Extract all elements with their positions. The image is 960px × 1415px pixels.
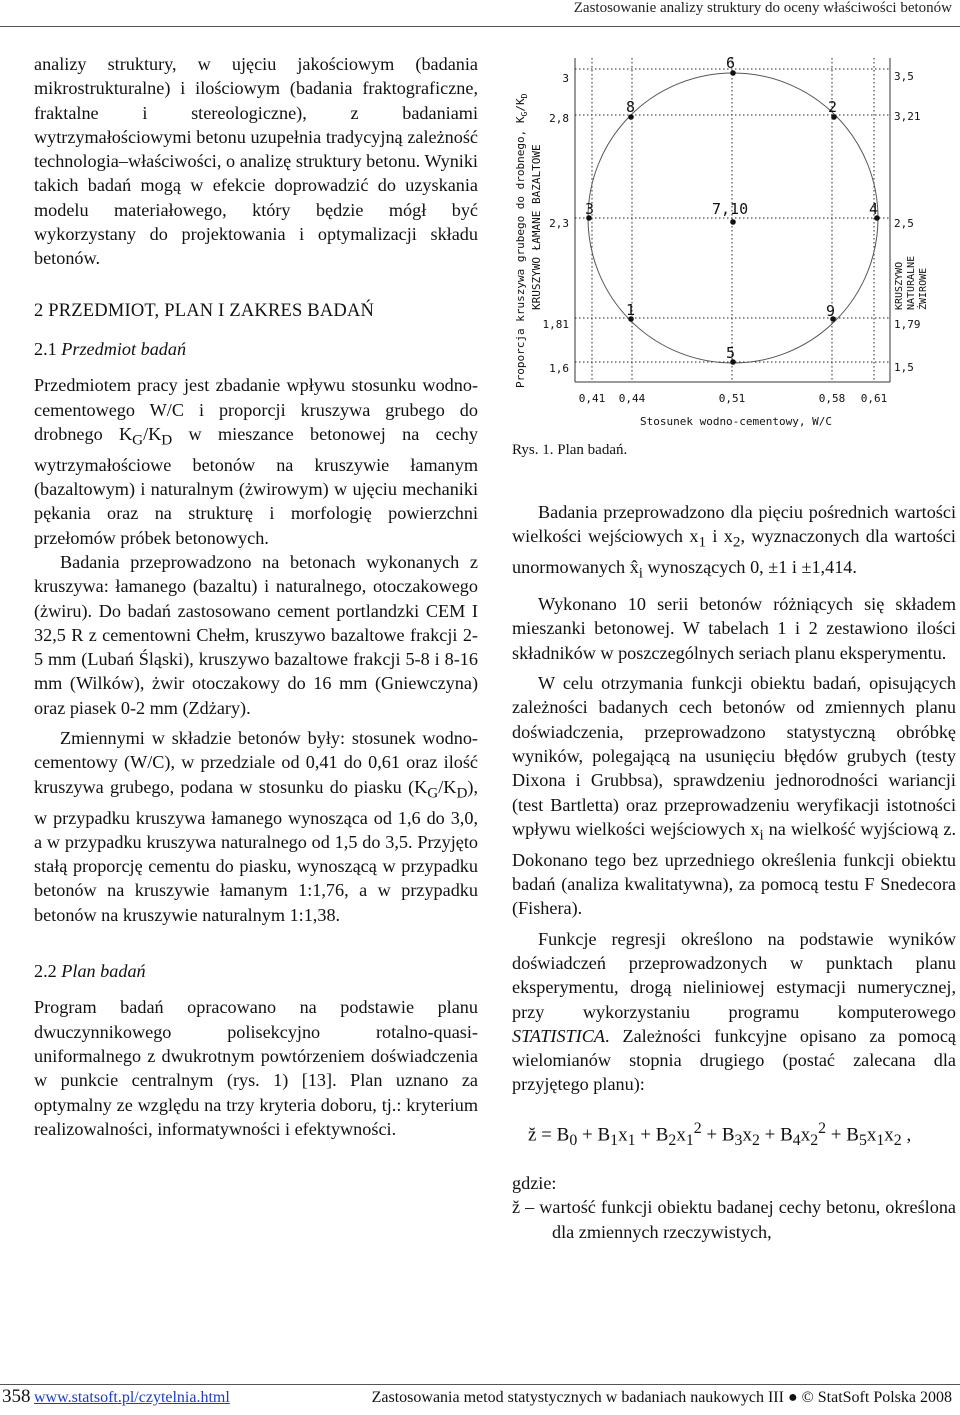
paragraph-subject: Przedmiotem pracy jest zbadanie wpływu stosunku wodno-cementowego W/C i proporcji kruszywa grubego do drobnego $K_G/K_D$ w mieszance betonowej na cechy wytrzymałościowe betonów na kruszywie łamanym (bazaltowym) i naturalnym (żwirowym) w ujęciu mechaniki pękania oraz na strukturę i morfologię powierzchni przełomów próbek betonowych. — [34, 375, 478, 548]
paragraph-variables: Zmiennymi w składzie betonów były: stosunek wodno-cementowy (W/C), w przedziale od 0,41 do 0,61 oraz ilość kruszywa grubego, podana w stosunku do piasku $(K_G/K_D)$, w przypadku kruszywa łamanego wynosząca od 1,6 do 3,0, a w przypadku kruszywa naturalnego od 1,5 do 3,5. Przyjęto stałą proporcję cementu do piasku, wynoszącą w przypadku betonów na kruszywie łamanym 1:1,76, a w przypadku betonów na kruszywie naturalnym 1:1,38. — [34, 728, 478, 925]
svg-text:2,8: 2,8 — [549, 112, 569, 125]
svg-text:2,5: 2,5 — [894, 217, 914, 230]
figure-experiment-plan — [512, 50, 958, 440]
paragraph-materials: Badania przeprowadzono na betonach wykonanych z kruszywa: łamanego (bazaltu) i naturalnego, otoczakowego (żwiru). Do badań zastosowano cement portlandzki CEM I 32,5 R z cementowni Chełm, kruszywo bazaltowe frakcji 2-5 mm (Lubań Śląski), kruszywo bazaltowe frakcji 5-8 i 8-16 mm (Wilków), żwir otoczakowy do 16 mm (Gniewczyna) oraz piasek 0-2 mm (Zdżary). — [34, 551, 478, 718]
svg-text:3: 3 — [585, 200, 595, 218]
page-number: 358 — [2, 1386, 31, 1407]
svg-text:5: 5 — [726, 344, 736, 362]
header-rule — [0, 26, 960, 27]
subsection-title: Przedmiot badań — [61, 338, 187, 359]
footer-link[interactable]: www.statsoft.pl/czytelnia.html — [34, 1389, 230, 1406]
svg-text:1: 1 — [626, 301, 636, 319]
svg-text:9: 9 — [826, 302, 836, 320]
footer-rule — [0, 1384, 960, 1385]
left-column — [34, 52, 478, 1141]
left-tick-labels — [543, 72, 570, 375]
paragraph-regression: Funkcje regresji określono na podstawie wyników doświadczeń przeprowadzonych w punktach planu eksperymentu, drogą nieliniowej estymacji numerycznej, przy wykorzystaniu programu komputerowego STATISTICA. Zależności funkcyjne opisano za pomocą wielomianów stopnia drugiego (postać zalecana dla przyjętego planu): — [512, 928, 956, 1095]
svg-text:0,44: 0,44 — [618, 392, 646, 405]
subsection-heading-2-2 — [34, 959, 478, 983]
svg-text:3,5: 3,5 — [894, 70, 914, 83]
subsection-title: Plan badań — [61, 961, 146, 982]
y-axis-title: Proporcja kruszywa grubego do drobnego, $K_G/K_D$ — [514, 93, 529, 388]
subsection-number: 2.1 — [34, 338, 57, 359]
svg-text:4: 4 — [869, 200, 879, 218]
paragraph-intro-continued: analizy struktury, w ujęciu jakościowym (badania mikrostrukturalne) i ilościowym (badania fraktograficzne, fraktalne i stereologiczne), z badaniami wytrzymałościowymi betonu uzupełnia tradycyjną zależność technologia–właściwości, o analizę struktury betonu. Wyniki takich badań mogą w efekcie doprowadzić do uzyskania modelu materiałowego, który będzie mógł być wykorzystany do projektowania i optymalizacji składu betonów. — [34, 54, 478, 269]
right-tick-labels — [894, 70, 921, 374]
svg-text:0,61: 0,61 — [860, 392, 888, 405]
svg-text:2: 2 — [828, 98, 838, 116]
x-tick-labels — [579, 392, 888, 405]
right-axis-label-line2: NATURALNE — [906, 255, 917, 310]
svg-text:0,51: 0,51 — [718, 392, 746, 405]
paragraph-plan: Program badań opracowano na podstawie planu dwuczynnikowego polisekcyjno rotalno-quasi-uniformalnego z dwukrotnym powtórzeniem doświadczenia w punkcie centralnym (rys. 1) [13]. Plan uznano za optymalny ze względu na trzy kryteria doboru, tj.: kryterium realizowalności, informatywności i efektywności. — [34, 997, 478, 1139]
svg-text:8: 8 — [626, 98, 636, 116]
svg-text:1,5: 1,5 — [894, 361, 914, 374]
section-heading-2: 2 PRZEDMIOT, PLAN I ZAKRES BADAŃ — [34, 300, 375, 321]
x-axis-title: Stosunek wodno-cementowy, W/C — [639, 415, 833, 428]
definition-z: z̆ – wartość funkcji obiektu badanej cechy betonu, określona dla zmiennych rzeczywistych, — [512, 1197, 956, 1242]
point-7-10 — [730, 219, 736, 225]
subsection-heading-2-1 — [34, 337, 478, 361]
point-labels — [585, 54, 878, 362]
svg-text:3: 3 — [562, 72, 569, 85]
right-axis-label-line3: ŻWIROWE — [918, 267, 929, 310]
svg-text:0,58: 0,58 — [818, 392, 846, 405]
svg-text:7,10: 7,10 — [712, 200, 749, 218]
regression-formula: z̆ = $B_0 + B_1x_1 + B_2x_1^2 + B_3x_2 + B_4x_2^2 + B_5x_1x_2$ , — [528, 1119, 912, 1149]
right-axis-label-line1: KRUSZYWO — [894, 261, 905, 310]
svg-text:1,79: 1,79 — [894, 318, 921, 331]
where-label: gdzie: — [512, 1173, 557, 1194]
subsection-number: 2.2 — [34, 961, 57, 982]
right-column — [512, 500, 956, 1244]
paragraph-series: Wykonano 10 serii betonów różniących się składem mieszanki betonowej. W tabelach 1 i 2 zestawiono ilości składników w poszczególnych seriach planu eksperymentu. — [512, 594, 956, 663]
paragraph-statistics: W celu otrzymania funkcji obiektu badań, opisujących zależności badanych cech betonów od zmiennych planu doświadczenia, przeprowadzono statystyczną obróbkę wyników, polegającą na usunięciu błędów grubych (testy Dixona i Grubbsa), sprawdzeniu jednorodności wariancji (test Bartletta) oraz przeprowadzeniu weryfikacji istotności wpływu wielkości wejściowych $x_i$ na wielkość wyjściową z. Dokonano tego bez uprzedniego określenia funkcji obiektu badań (analiza kwalitatywna), za pomocą testu F Snedecora (Fishera). — [512, 673, 956, 919]
plan-diagram — [512, 50, 958, 440]
paragraph-input-levels: Badania przeprowadzono dla pięciu pośrednich wartości wielkości wejściowych $x_1$ i $x_2$, wyznaczonych dla wartości unormowanych $x̂_i$ wynoszących 0, ±1 i ±1,414. — [512, 502, 956, 582]
svg-text:1,6: 1,6 — [549, 362, 569, 375]
footer-text: Zastosowania metod statystycznych w badaniach naukowych III ● © StatSoft Polska 2008 — [371, 1389, 952, 1406]
svg-text:1,81: 1,81 — [542, 318, 569, 331]
svg-text:0,41: 0,41 — [578, 392, 606, 405]
figure-caption: Rys. 1. Plan badań. — [512, 442, 628, 458]
running-header: Zastosowanie analizy struktury do oceny właściwości betonów — [573, 0, 952, 16]
svg-text:2,3: 2,3 — [549, 217, 569, 230]
svg-text:6: 6 — [726, 54, 736, 72]
svg-text:3,21: 3,21 — [894, 110, 921, 123]
left-axis-label: KRUSZYWO ŁAMANE BAZALTOWE — [530, 144, 543, 310]
